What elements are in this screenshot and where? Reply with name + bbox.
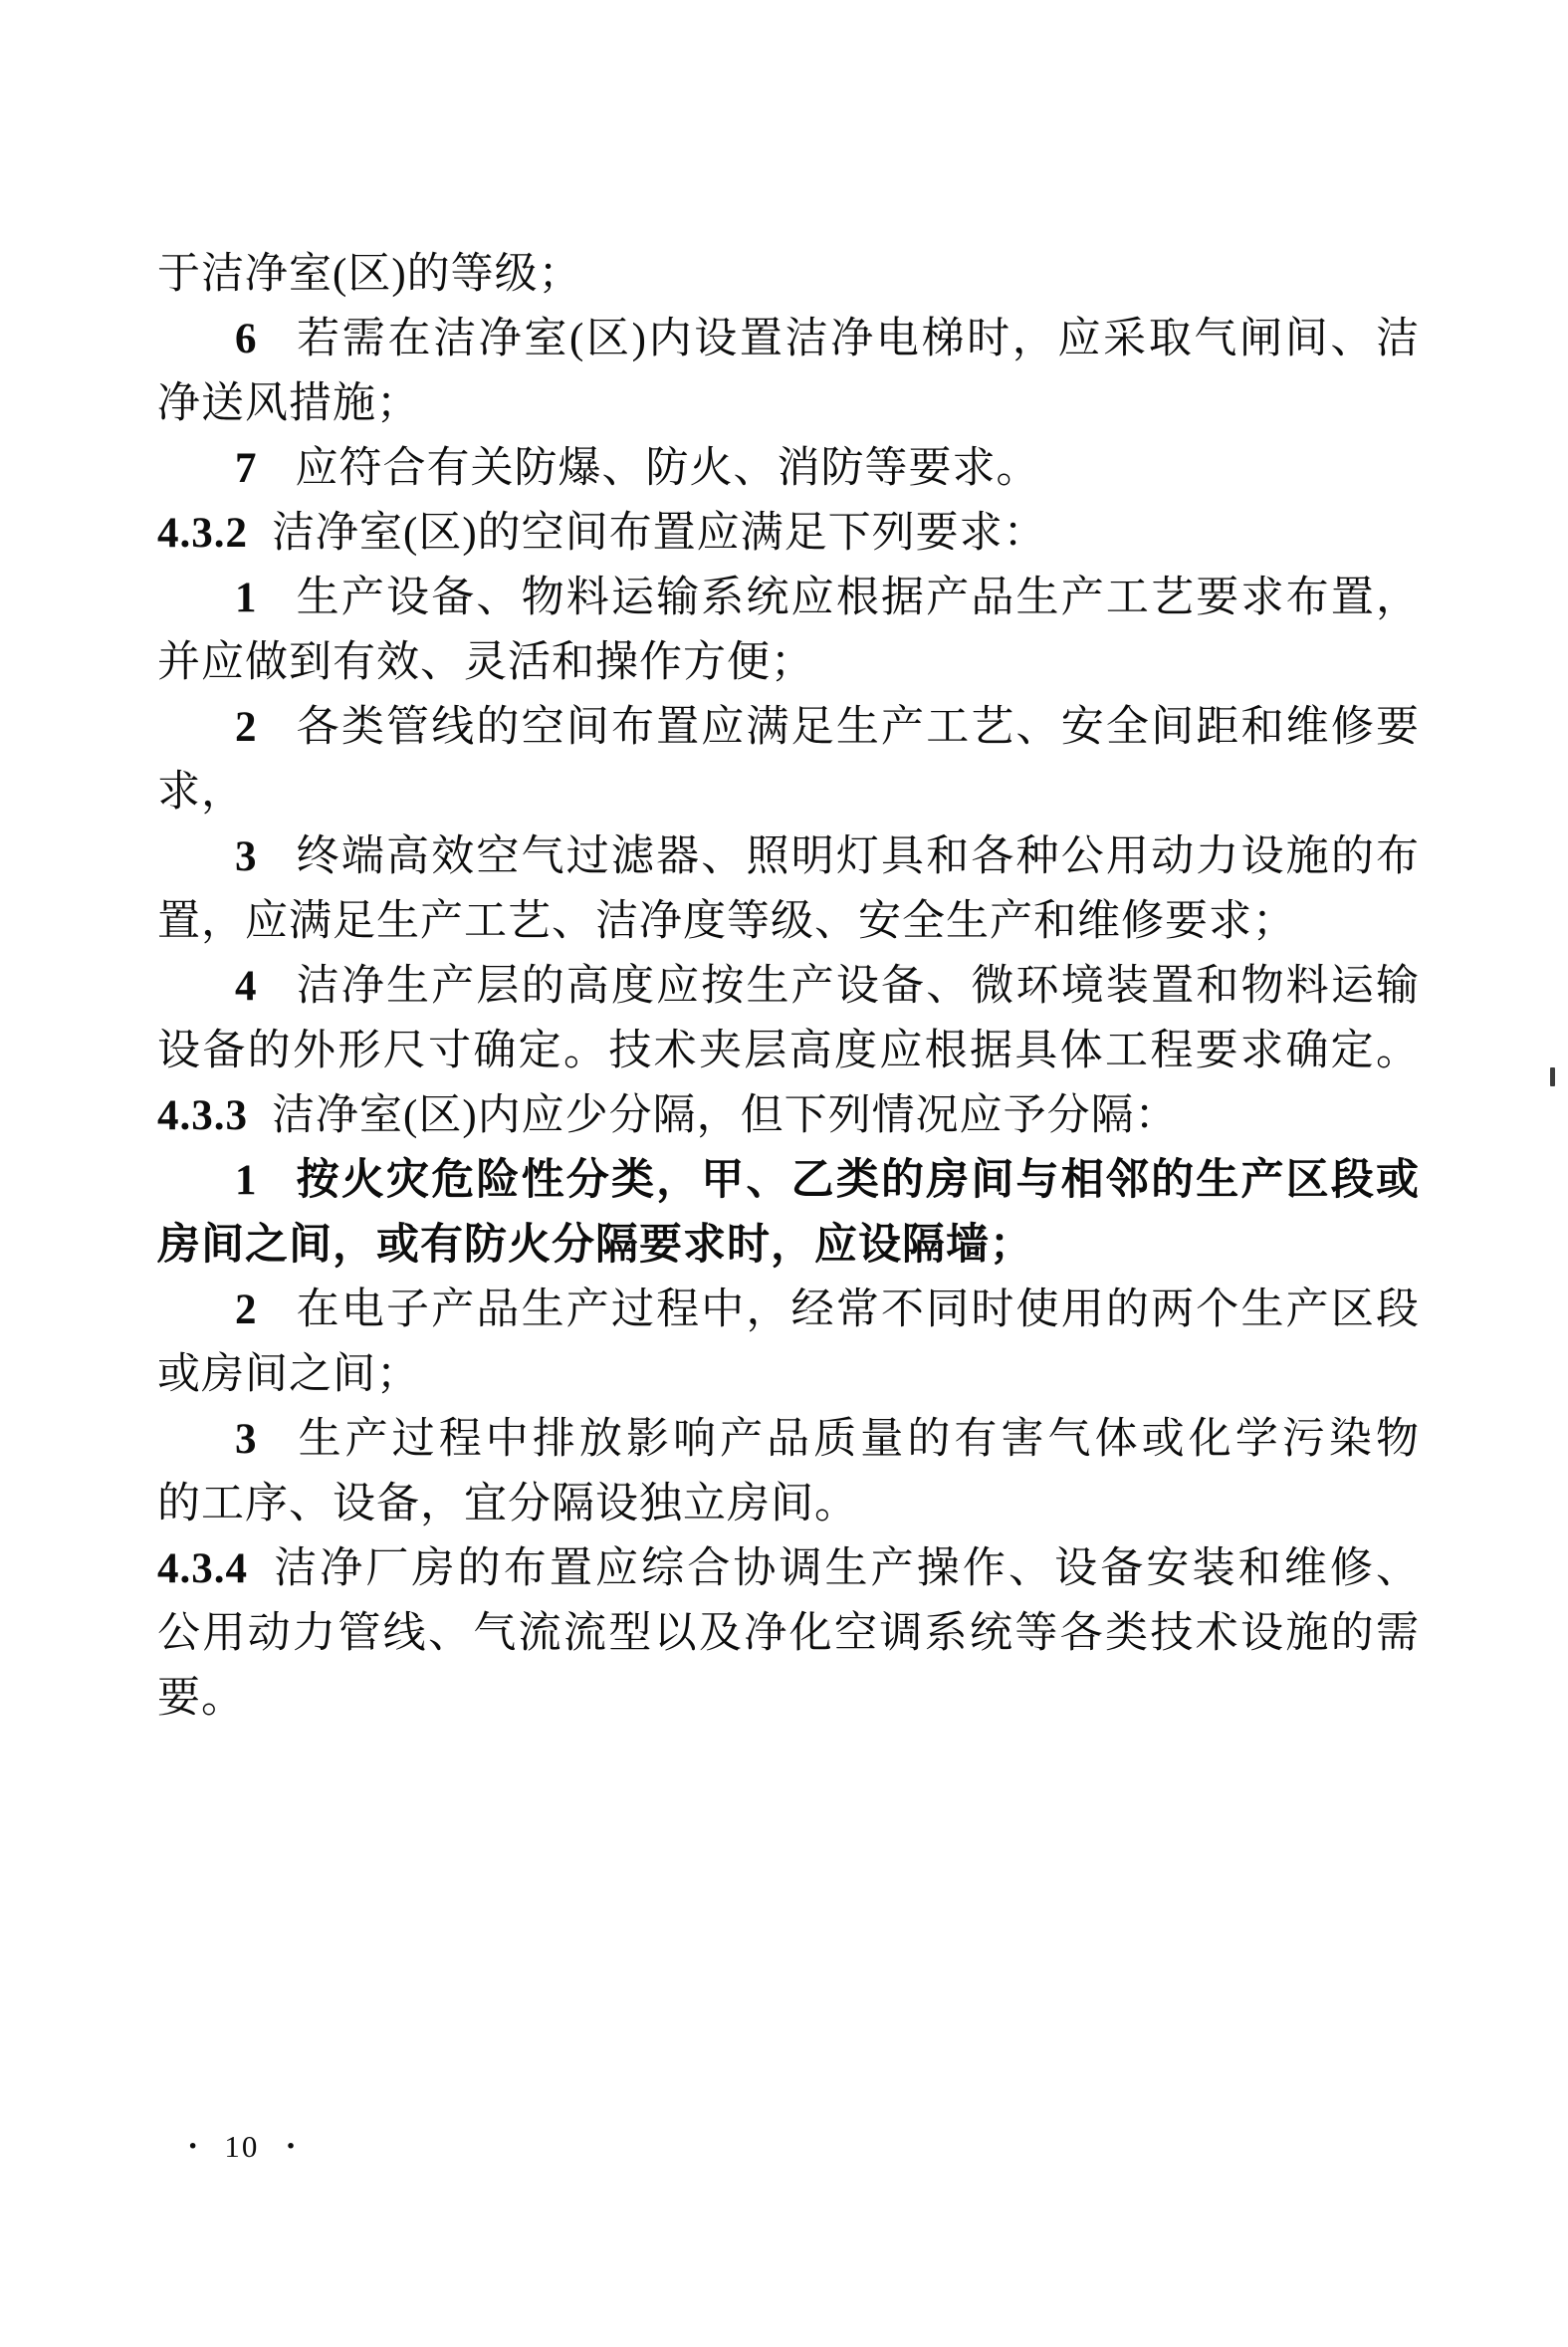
line-text: 要。 — [157, 1675, 245, 1722]
list-item-line — [157, 307, 1420, 371]
item-number: 4 — [235, 963, 258, 1010]
clause-number: 4.3.4 — [157, 1545, 248, 1592]
line-text: 终端高效空气过滤器、照明灯具和各种公用动力设施的布 — [295, 833, 1420, 880]
page-number-left-dot: · — [187, 2128, 199, 2165]
text-line — [157, 630, 1420, 695]
item-number: 3 — [235, 833, 258, 880]
item-number: 3 — [235, 1416, 258, 1463]
line-text: 的工序、设备，宜分隔设独立房间。 — [157, 1481, 858, 1527]
line-text: 并应做到有效、灵活和操作方便； — [157, 639, 814, 686]
line-text: 洁净厂房的布置应综合协调生产操作、设备安装和维修、 — [272, 1545, 1420, 1592]
line-text: 房间之间，或有防火分隔要求时，应设隔墙； — [157, 1222, 1033, 1269]
line-text: 公用动力管线、气流流型以及净化空调系统等各类技术设施的需 — [157, 1610, 1420, 1657]
line-text: 净送风措施； — [157, 380, 420, 427]
text-line — [157, 242, 1420, 307]
text-line — [157, 371, 1420, 436]
body-text-block — [157, 242, 1420, 1731]
item-number: 7 — [235, 445, 258, 492]
line-text: 于洁净室(区)的等级； — [157, 251, 582, 298]
text-line — [157, 1342, 1420, 1407]
line-text: 若需在洁净室(区)内设置洁净电梯时，应采取气闸间、洁 — [295, 316, 1420, 362]
line-text: 置，应满足生产工艺、洁净度等级、安全生产和维修要求； — [157, 898, 1296, 945]
line-text: 洁净室(区)的空间布置应满足下列要求： — [272, 510, 1047, 557]
item-number: 1 — [235, 1157, 258, 1204]
clause-line — [157, 1083, 1420, 1148]
line-text: 按火灾危险性分类，甲、乙类的房间与相邻的生产区段或 — [295, 1157, 1420, 1204]
clause-number: 4.3.3 — [157, 1092, 248, 1139]
line-text: 生产设备、物料运输系统应根据产品生产工艺要求布置， — [295, 575, 1420, 621]
text-line — [157, 1666, 1420, 1731]
list-item-line — [157, 1278, 1420, 1342]
line-text: 或房间之间； — [157, 1351, 420, 1398]
item-number: 1 — [235, 575, 258, 621]
clause-line — [157, 1536, 1420, 1601]
scan-artifact-mark — [1550, 1067, 1555, 1086]
line-text: 生产过程中排放影响产品质量的有害气体或化学污染物 — [295, 1416, 1420, 1463]
clause-number: 4.3.2 — [157, 510, 248, 557]
list-item-line — [157, 436, 1420, 501]
text-line — [157, 889, 1420, 954]
line-text: 在电子产品生产过程中，经常不同时使用的两个生产区段 — [295, 1287, 1420, 1333]
text-line — [157, 760, 1420, 824]
list-item-line — [157, 954, 1420, 1019]
line-text: 洁净生产层的高度应按生产设备、微环境装置和物料运输 — [295, 963, 1420, 1010]
line-text: 洁净室(区)内应少分隔，但下列情况应予分隔： — [272, 1092, 1179, 1139]
clause-line — [157, 501, 1420, 566]
line-text: 应符合有关防爆、防火、消防等要求。 — [295, 445, 1040, 492]
page-number-value: 10 — [224, 2129, 260, 2164]
page-number-right-dot: · — [285, 2128, 297, 2165]
list-item-line — [157, 824, 1420, 889]
list-item-line — [157, 1407, 1420, 1472]
list-item-line — [157, 1148, 1420, 1213]
line-text: 设备的外形尺寸确定。技术夹层高度应根据具体工程要求确定。 — [157, 1028, 1420, 1074]
list-item-line — [157, 695, 1420, 760]
page-number — [187, 2127, 297, 2167]
text-line — [157, 1213, 1420, 1278]
text-line — [157, 1601, 1420, 1666]
item-number: 2 — [235, 704, 258, 751]
text-line — [157, 1472, 1420, 1536]
list-item-line — [157, 566, 1420, 630]
line-text: 各类管线的空间布置应满足生产工艺、安全间距和维修要 — [295, 704, 1420, 751]
line-text: 求， — [157, 769, 245, 816]
item-number: 2 — [235, 1287, 258, 1333]
text-line — [157, 1019, 1420, 1083]
item-number: 6 — [235, 316, 258, 362]
